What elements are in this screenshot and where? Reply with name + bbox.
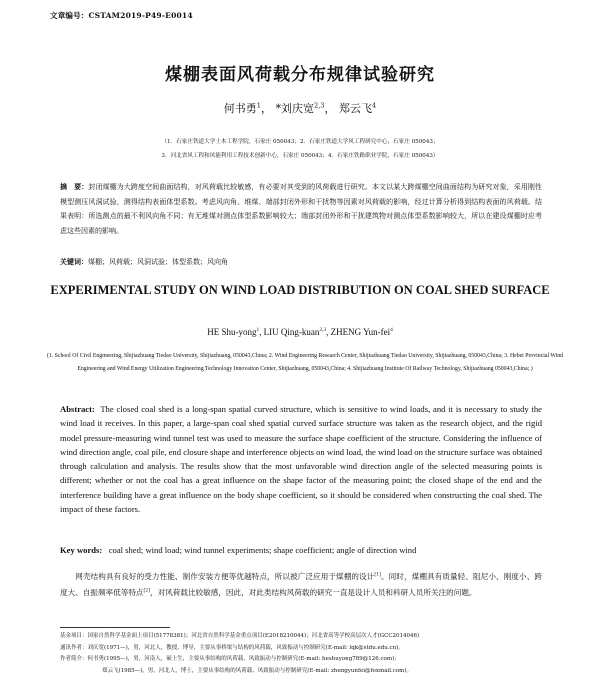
author-sup: 2,3 xyxy=(314,101,325,110)
footnote-divider xyxy=(60,627,170,628)
author-name: LIU Qing-kuan xyxy=(263,327,320,337)
english-authors: HE Shu-yong$^1$, LIU Qing-kuan$^{2,3}$, ZHENG Yun-fei$^4$ xyxy=(207,327,393,337)
author-name: *刘庆宽 xyxy=(275,102,314,115)
body-text-part3: ，对风荷载比较敏感，因此，对此类结构风荷载的研究一直是设计人员和科研人员所关注的问题。 xyxy=(149,587,477,597)
english-keywords-text: coal shed; wind load; wind tunnel experiments; shape coefficient; angle of direction wind xyxy=(108,545,417,555)
chinese-keywords-label: 关键词： xyxy=(60,257,88,266)
english-title: EXPERIMENTAL STUDY ON WIND LOAD DISTRIBUTION ON COAL SHED SURFACE xyxy=(50,283,550,297)
chinese-affiliation-line1: （1．石家庄铁道大学土木工程学院，石家庄 050043；2．石家庄铁道大学风工程研究中心，石家庄 050043； xyxy=(161,139,439,145)
author-sup: 1 xyxy=(256,327,260,333)
author-name: 郑云飞 xyxy=(339,102,372,115)
author-name: HE Shu-yong xyxy=(207,327,257,337)
author-name: ZHENG Yun-fei xyxy=(330,327,391,337)
chinese-abstract-label: 摘 要： xyxy=(60,182,89,191)
footnote-corresponding: 通讯作者：刘庆宽(1971—)，男，河北人，教授，博导，主要从事桥梁与结构的风荷载，风致振动与控制研究(E-mail: lqk@stdu.edu.cn)。 xyxy=(60,644,404,651)
english-abstract-label: Abstract: xyxy=(60,404,95,414)
english-keywords-label: Key words: xyxy=(60,545,103,555)
author-sup: 2,3 xyxy=(319,327,327,333)
chinese-authors: 何书勇$^1$， *刘庆宽$^{2,3}$， 郑云飞$^4$ xyxy=(223,101,377,115)
chinese-keywords-text: 煤棚；风荷载；风洞试验；体型系数；风向角 xyxy=(88,258,228,266)
body-text-part1: 网壳结构具有良好的受力性能、制作安装方便等优越特点，所以被广泛应用于煤棚的设计 xyxy=(75,572,375,581)
article-number: 文章编号：CSTAM2019-P49-E0014 xyxy=(50,11,193,20)
english-affiliation: (1. School Of Civil Engineering, Shijiazhuang Tiedao University, Shijiazhuang, 050043,China; 2. Wind Engineering Research Center, Shijiazhuang Tiedao University, Shijiazhuang, 050043,China; 3. Hebei Provincial Wind Engineering and Wind Energy Utilization Engineering Technology Innovation Center, Shijiazhuang, 050043,China; 4. Shijiazhuang Institute Of Railway Technology, Shijiazhuang 050043,China; ) xyxy=(46,353,564,372)
author-sup: 1 xyxy=(256,101,261,110)
author-sup: 4 xyxy=(390,327,393,333)
english-keywords xyxy=(60,545,542,555)
citation: [1] xyxy=(374,572,381,578)
chinese-keywords xyxy=(60,257,542,267)
body-text-part2: 。同时，煤棚具有质量轻、阻尼小、刚度小、跨度大、自振频率低等特点 xyxy=(60,572,542,597)
english-abstract-text: The closed coal shed is a long-span spatial curved structure, which is sensitive to wind loads, and it is necessary to study the wind load it receives. In this paper, a large-span coal shed spatial curved surface structure was taken as the research object, and the rigid model pressure-measuring wind tunnel test was used to measure the surface shape coefficient of the structure. Considering the influence of wind direction angle, coal pile, end closure shape and interference objects on wind load, the wind load on the structure surface was obtained through calculation and analysis. The results show that the most unfavorable wind direction angle of the selected measuring points is different; whether or not the coal has a great influence on the shape factor of the measuring point; the closed shape of the end and the interference building have a great influence on the body shape coefficient, so it should be considered when constructing the coal shed. The impact of these factors. xyxy=(60,404,542,515)
author-sup: 4 xyxy=(372,101,377,110)
chinese-abstract-text: 封闭煤棚为大跨度空间曲面结构，对风荷载比较敏感，有必要对其受到的风荷载进行研究。本文以某大跨煤棚空间曲面结构为研究对象，采用刚性模型测压风洞试验，测得结构表面体型系数。考虑风向角、堆煤、端部封闭外形和干扰物等因素对风荷载的影响，经过计算分析得到结构表面的风荷载。结果表明：所选测点的最不利风向角不同；有无堆煤对测点体型系数影响较大；端部封闭外形和干扰建筑物对测点体型系数影响较大，所以在建设煤棚时应考虑这些因素的影响。 xyxy=(60,183,542,235)
chinese-affiliation-line2: 3．河北省风工程和风能利用工程技术创新中心，石家庄 050043；4．石家庄铁路职业学院，石家庄 050043） xyxy=(161,153,439,159)
chinese-abstract xyxy=(60,180,542,238)
author-name: 何书勇 xyxy=(223,102,257,115)
footnote-funding: 基金项目：国家自然科学基金面上项目(51778381)；河北省自然科学基金重点项目(E2018210044)；河北省高等学校高层次人才(GCC2014046) xyxy=(60,633,420,639)
footnotes xyxy=(60,631,542,677)
english-abstract xyxy=(60,402,542,516)
body-paragraph xyxy=(60,569,542,600)
citation: [2] xyxy=(143,587,150,593)
footnote-author-bio: 作者简介：何书勇(1995—)，男，河南人，硕士生，主要从事结构的风荷载、风致振动与控制研究(E-mail: heshuyong789@126.com)； xyxy=(60,656,400,662)
chinese-title: 煤棚表面风荷载分布规律试验研究 xyxy=(165,65,435,85)
footnote-author-bio: 郑云飞(1985—)，男，河北人，博士，主要从事结构的风荷载、风致振动与控制研究(E-mail: zhengyunfei@foxmail.com)。 xyxy=(102,667,412,674)
